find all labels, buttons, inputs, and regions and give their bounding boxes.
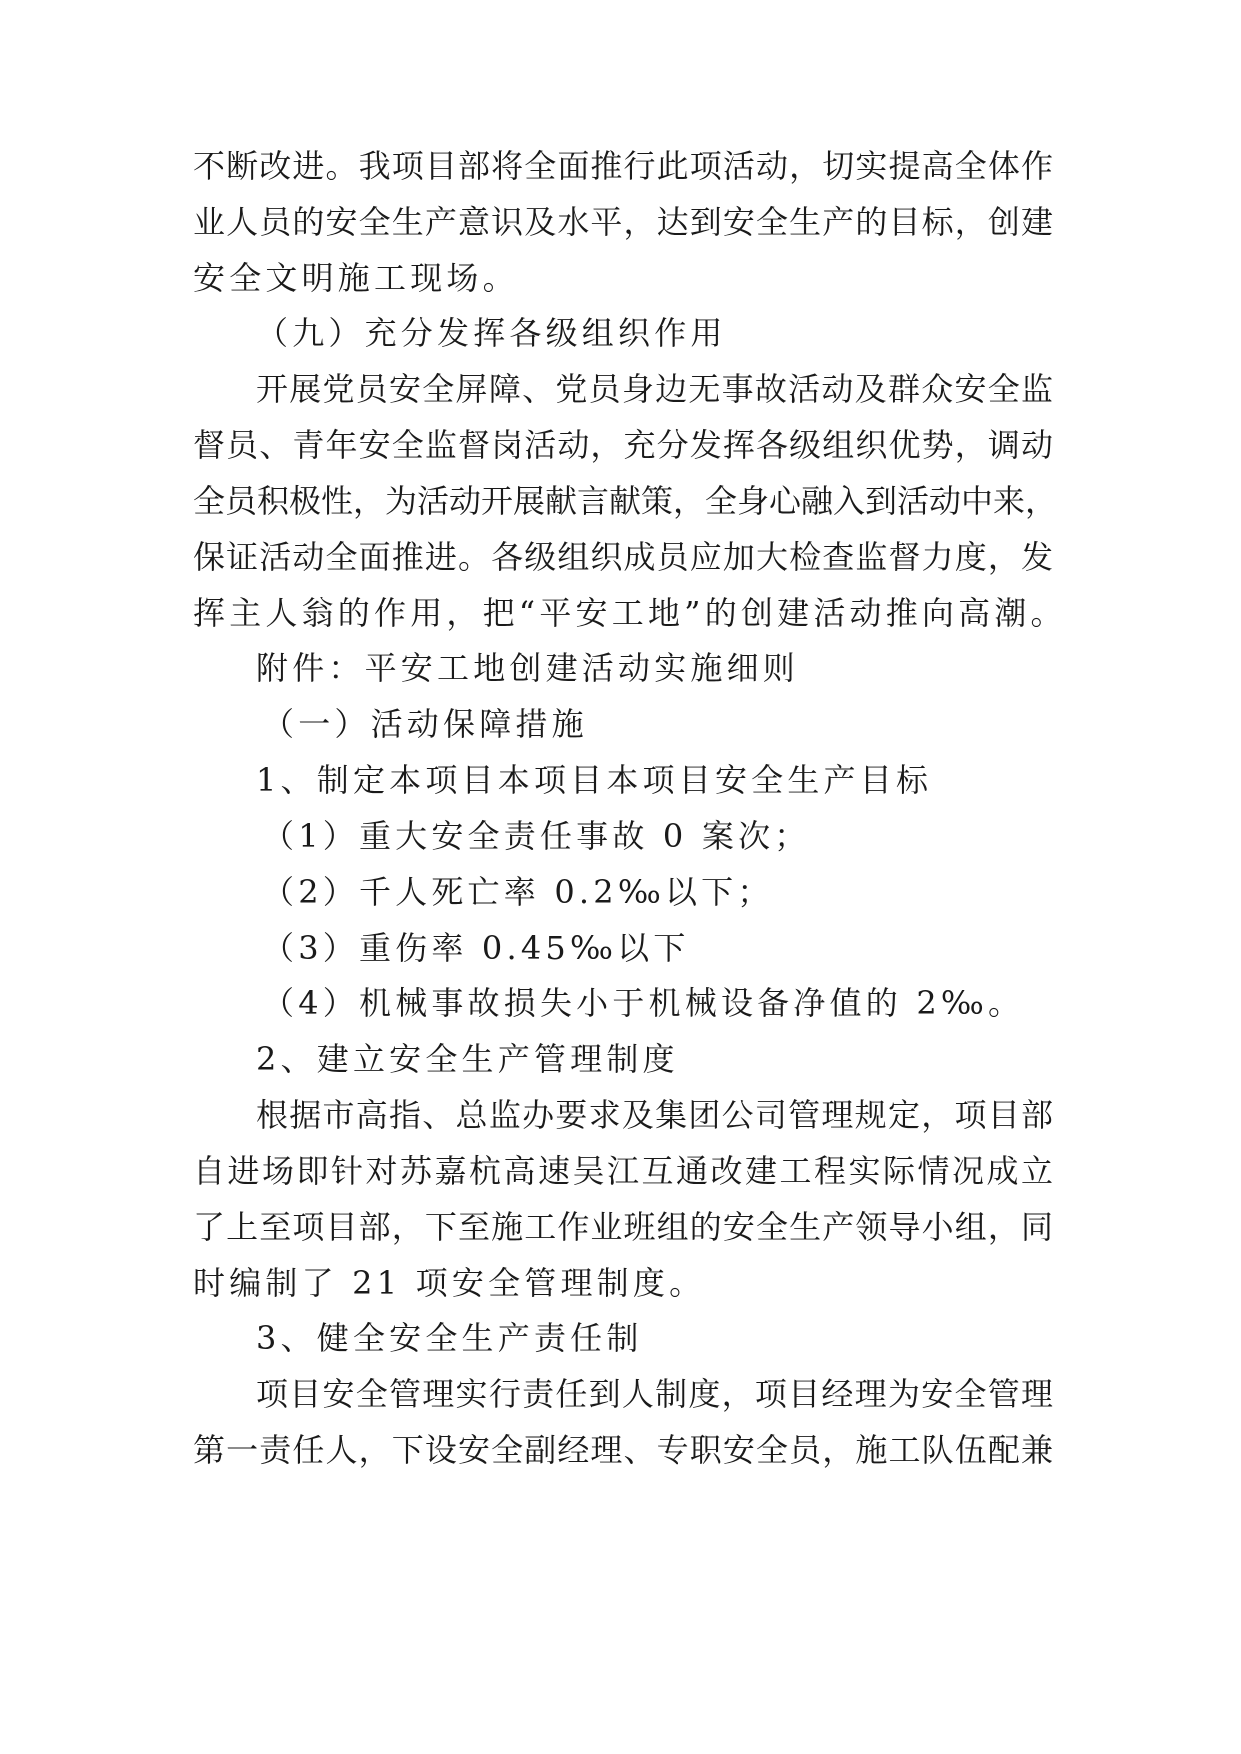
section-heading: （一）活动保障措施 <box>262 705 588 743</box>
text-line: 不断改进。我项目部将全面推行此项活动，切实提高全体作 <box>193 147 1053 185</box>
text-line: 挥主人翁的作用，把“平安工地”的创建活动推向高潮。 <box>193 594 1067 632</box>
text-line: 第一责任人，下设安全副经理、专职安全员，施工队伍配兼 <box>193 1431 1053 1469</box>
list-item: （3）重伤率 0.45‰以下 <box>262 929 690 967</box>
text-line: 开展党员安全屏障、党员身边无事故活动及群众安全监 <box>256 370 1053 408</box>
subsection-heading: 3、健全安全生产责任制 <box>256 1319 643 1357</box>
text-line: 了上至项目部，下至施工作业班组的安全生产领导小组，同 <box>193 1208 1053 1246</box>
text-line: 安全文明施工现场。 <box>193 259 519 297</box>
list-item: （4）机械事故损失小于机械设备净值的 2‰。 <box>262 984 1025 1022</box>
text-line: 保证活动全面推进。各级组织成员应加大检查监督力度，发 <box>193 538 1053 576</box>
appendix-heading: 附件：平安工地创建活动实施细则 <box>256 649 800 687</box>
text-line: 时编制了 21 项安全管理制度。 <box>193 1264 706 1302</box>
text-line: 全员积极性，为活动开展献言献策，全身心融入到活动中来， <box>193 482 1058 520</box>
list-item: （1）重大安全责任事故 0 案次； <box>262 817 811 855</box>
subsection-heading: 1、制定本项目本项目本项目安全生产目标 <box>256 761 933 799</box>
text-line: 督员、青年安全监督岗活动，充分发挥各级组织优势，调动 <box>193 426 1053 464</box>
text-line: 根据市高指、总监办要求及集团公司管理规定，项目部 <box>256 1096 1053 1134</box>
text-line: 项目安全管理实行责任到人制度，项目经理为安全管理 <box>256 1375 1053 1413</box>
text-line: 业人员的安全生产意识及水平，达到安全生产的目标，创建 <box>193 203 1053 241</box>
section-heading: （九）充分发挥各级组织作用 <box>256 314 727 352</box>
list-item: （2）千人死亡率 0.2‰以下； <box>262 873 774 911</box>
text-line: 自进场即针对苏嘉杭高速吴江互通改建工程实际情况成立 <box>193 1152 1053 1190</box>
subsection-heading: 2、建立安全生产管理制度 <box>256 1040 679 1078</box>
